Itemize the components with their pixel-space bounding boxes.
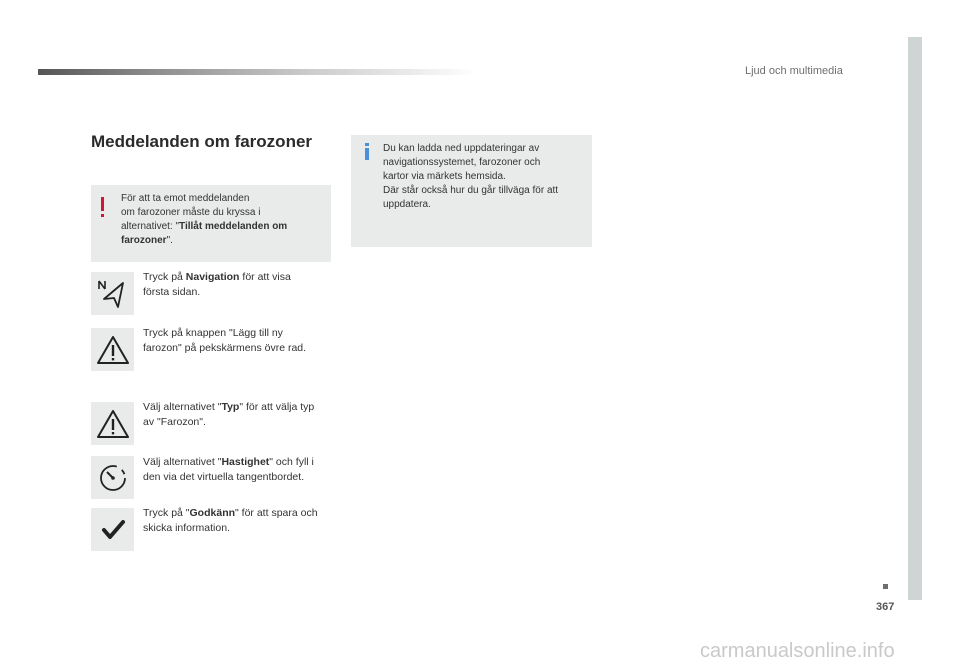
page-marker — [883, 584, 888, 589]
chapter-title: Ljud och multimedia — [745, 65, 843, 77]
step-icon-box — [91, 508, 134, 551]
step-5-text: Tryck på "Godkänn" för att spara och skicka information. — [143, 507, 318, 534]
page-number: 367 — [876, 601, 895, 613]
warning-triangle-icon — [95, 334, 131, 366]
info-icon — [365, 143, 369, 157]
warning-triangle-icon — [95, 408, 131, 440]
header-gradient-bar — [38, 69, 478, 75]
step-1-text: Tryck på Navigation för att visa första sidan. — [143, 271, 291, 298]
step-icon-box — [91, 456, 134, 499]
info-note — [351, 135, 592, 247]
step-icon-box — [91, 328, 134, 371]
step-icon-box — [91, 272, 134, 315]
exclamation-icon — [101, 197, 104, 211]
navigation-icon — [96, 277, 130, 311]
checkmark-icon — [98, 515, 128, 545]
side-tab-strip — [908, 37, 922, 600]
watermark: carmanualsonline.info — [700, 640, 895, 662]
warning-note-text: För att ta emot meddelanden om farozoner måste du kryssa i alternativet: "Tillåt meddelanden om farozoner". — [121, 193, 288, 246]
section-title: Meddelanden om farozoner — [91, 132, 313, 151]
speedometer-icon — [96, 461, 130, 495]
step-2-text: Tryck på knappen "Lägg till ny farozon" på pekskärmens övre rad. — [143, 327, 307, 354]
step-3-text: Välj alternativet "Typ" för att välja typ av "Farozon". — [143, 401, 315, 428]
step-icon-box — [91, 402, 134, 445]
warning-note — [91, 185, 331, 262]
info-note-text: Du kan ladda ned uppdateringar av navigationssystemet, farozoner och kartor via märkets hemsida. Där står också hur du går tillväga för att uppdatera. — [383, 143, 559, 210]
step-4-text: Välj alternativet "Hastighet" och fyll i den via det virtuella tangentbordet. — [143, 456, 314, 483]
